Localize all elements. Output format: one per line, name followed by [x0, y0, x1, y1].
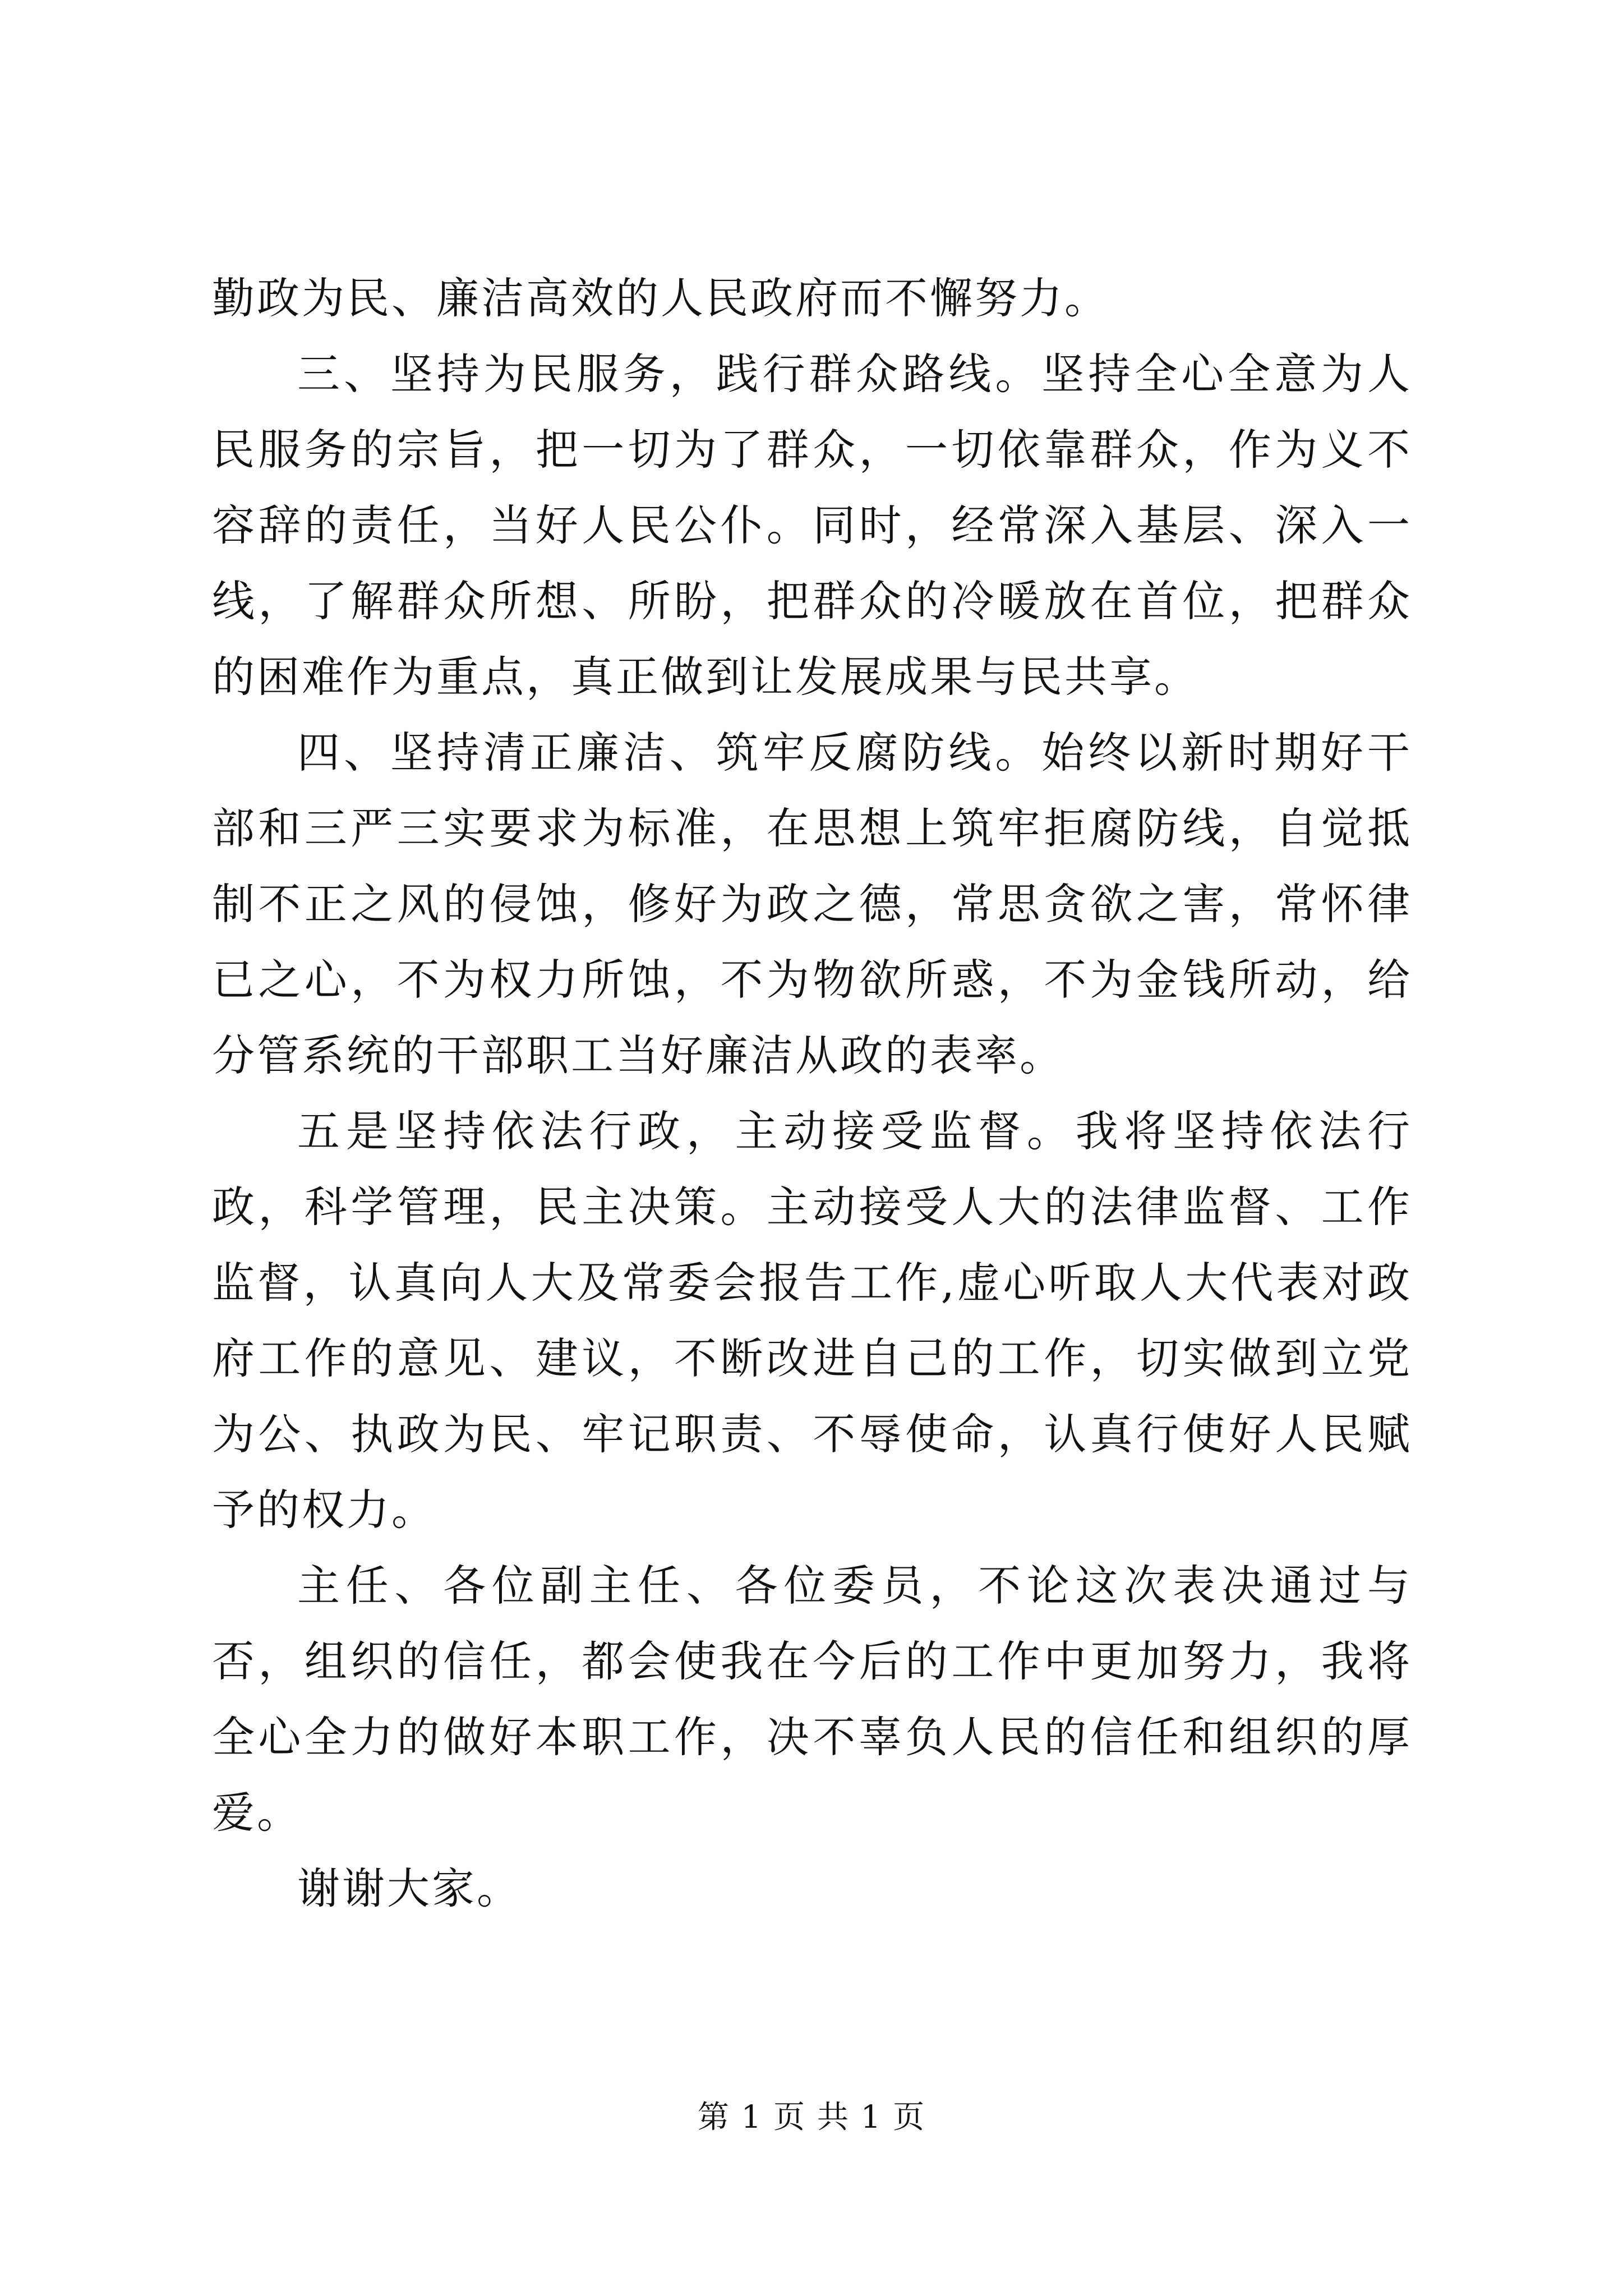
paragraph-serve-people: 三、坚持为民服务，践行群众路线。坚持全心全意为人民服务的宗旨，把一切为了群众，一切依靠群众，作为义不容辞的责任，当好人民公仆。同时，经常深入基层、深入一线，了解群众所想、所盼，把群众的冷暖放在首位，把群众的困难作为重点，真正做到让发展成果与民共享。: [212, 349, 1412, 702]
paragraph-rule-of-law: 五是坚持依法行政，主动接受监督。我将坚持依法行政，科学管理，民主决策。主动接受人大的法律监督、工作监督，认真向人大及常委会报告工作,虚心听取人大代表对政府工作的意见、建议，不断改进自己的工作，切实做到立党为公、执政为民、牢记职责、不辱使命，认真行使好人民赋予的权力。: [212, 1106, 1412, 1535]
paragraph-closing-remarks: 主任、各位副主任、各位委员，不论这次表决通过与否，组织的信任，都会使我在今后的工作中更加努力，我将全心全力的做好本职工作，决不辜负人民的信任和组织的厚爱。: [212, 1561, 1412, 1838]
document-body: [212, 260, 1412, 1926]
paragraph-thanks: 谢谢大家。: [297, 1864, 522, 1913]
page-footer: 第 1 页 共 1 页: [697, 2099, 926, 2136]
paragraph-integrity: 四、坚持清正廉洁、筑牢反腐防线。始终以新时期好干部和三严三实要求为标准，在思想上筑牢拒腐防线，自觉抵制不正之风的侵蚀，修好为政之德，常思贪欲之害，常怀律已之心，不为权力所蚀，不为物欲所惑，不为金钱所动，给分管系统的干部职工当好廉洁从政的表率。: [212, 728, 1412, 1080]
paragraph-continued: 勤政为民、廉洁高效的人民政府而不懈努力。: [212, 273, 1109, 323]
